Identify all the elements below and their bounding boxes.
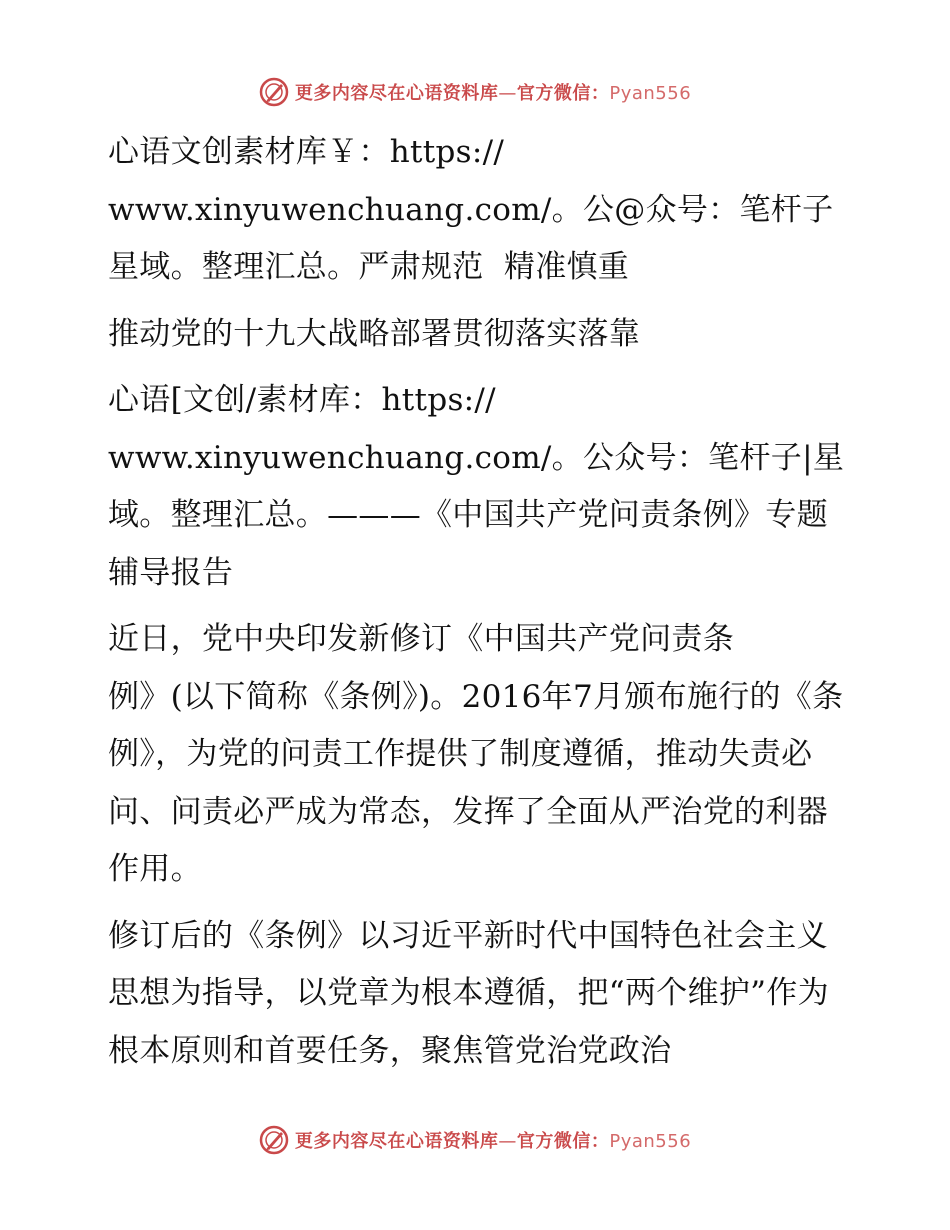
quill-logo-icon xyxy=(259,1125,289,1155)
paragraph-heading: 推动党的十九大战略部署贯彻落实落靠 xyxy=(108,315,641,352)
header-banner xyxy=(0,72,950,112)
banner-wechat-label: 官方微信： xyxy=(516,83,610,104)
paragraph-body-2: 修订后的《条例》以习近平新时代中国特色社会主义思想为指导，以党章为根本遵循，把“两个维护”作为根本原则和首要任务，聚焦管党治党政治 xyxy=(108,917,829,1069)
banner-separator: — xyxy=(498,83,517,104)
banner-wechat-label: 官方微信： xyxy=(516,1131,610,1152)
banner-wechat-id: Pyan556 xyxy=(609,83,692,104)
banner-site-text: 更多内容尽在心语资料库 xyxy=(294,1131,499,1152)
paragraph-source-note-2: 心语[文创/素材库：https:// www.xinyuwenchuang.com/。公众号：笔杆子|星域。整理汇总。———《中国共产党问责条例》专题辅导报告 xyxy=(108,382,845,591)
banner-site-text: 更多内容尽在心语资料库 xyxy=(294,83,499,104)
quill-logo-icon xyxy=(259,77,289,107)
footer-banner xyxy=(0,1120,950,1160)
document-body xyxy=(96,124,856,1089)
banner-wechat-id: Pyan556 xyxy=(609,1131,692,1152)
paragraph-source-note-1: 心语文创素材库￥：https:// www.xinyuwenchuang.com/。公@众号：笔杆子星域。整理汇总。严肃规范 精准慎重 xyxy=(108,134,834,285)
banner-separator: — xyxy=(498,1131,517,1152)
paragraph-body-1: 近日，党中央印发新修订《中国共产党问责条 例》(以下简称《条例》)。2016年7月颁布施行的《条例》，为党的问责工作提供了制度遵循，推动失责必问、问责必严成为常态，发挥了全面从严治党的利器作用。 xyxy=(108,621,844,887)
